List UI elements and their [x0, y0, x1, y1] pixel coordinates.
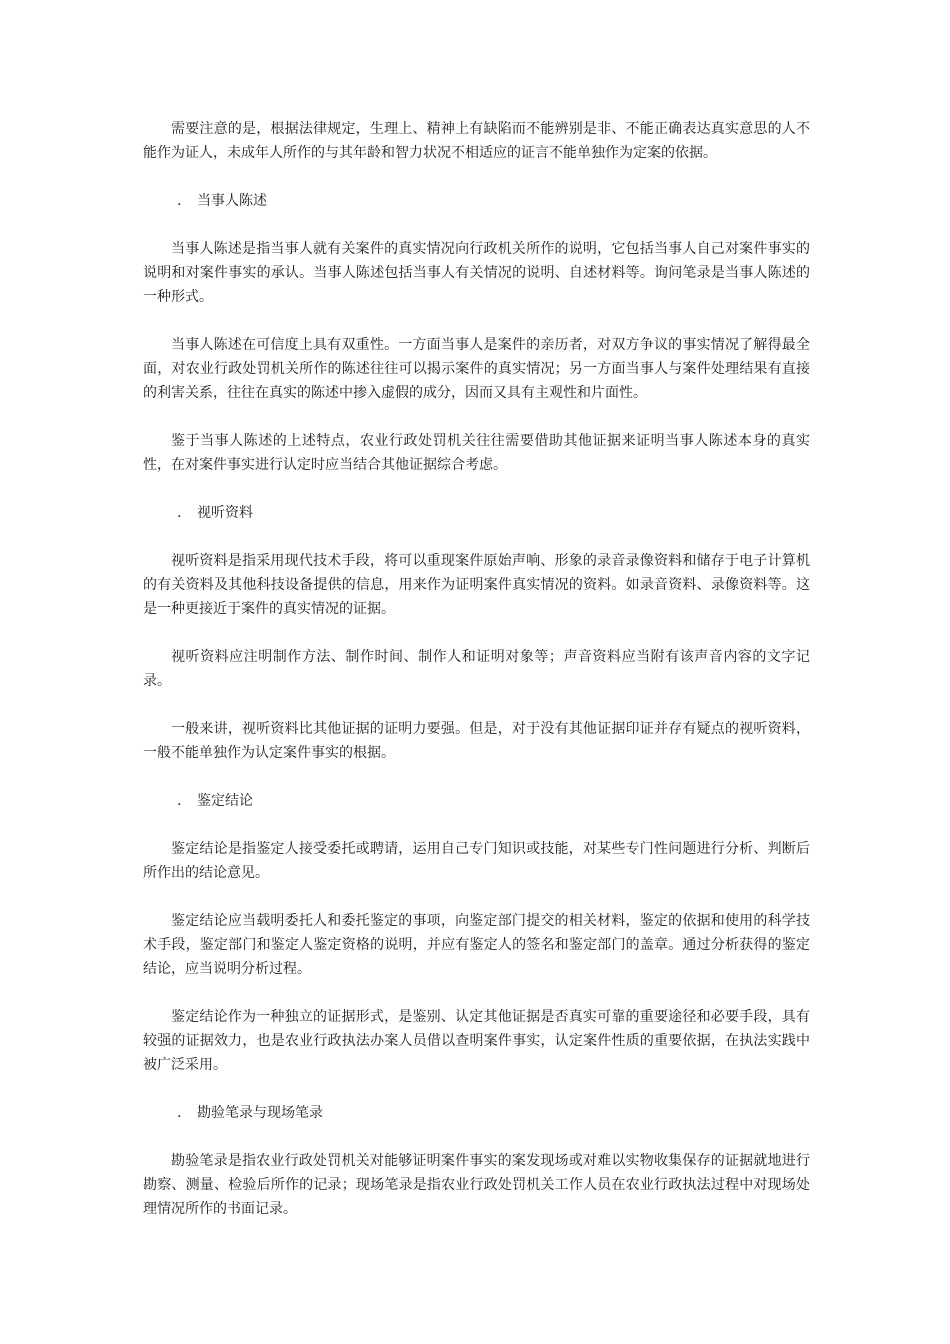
heading-text: 视听资料: [197, 505, 253, 521]
section-heading: [143, 1101, 810, 1125]
paragraph: 当事人陈述是指当事人就有关案件的真实情况向行政机关所作的说明，它包括当事人自己对案件事实的说明和对案件事实的承认。当事人陈述包括当事人有关情况的说明、自述材料等。询问笔录是当事人陈述的一种形式。: [143, 241, 810, 305]
section-heading: [143, 501, 810, 525]
paragraph: 鉴定结论是指鉴定人接受委托或聘请，运用自己专门知识或技能，对某些专门性问题进行分析、判断后所作出的结论意见。: [143, 841, 810, 881]
paragraph: 勘验笔录是指农业行政处罚机关对能够证明案件事实的案发现场或对难以实物收集保存的证据就地进行勘察、测量、检验后所作的记录；现场笔录是指农业行政处罚机关工作人员在农业行政执法过程中对现场处理情况所作的书面记录。: [143, 1153, 810, 1217]
heading-marker: .: [177, 505, 182, 521]
document-body: [143, 117, 810, 1245]
heading-text: 勘验笔录与现场笔录: [197, 1105, 323, 1121]
paragraph: 需要注意的是，根据法律规定，生理上、精神上有缺陷而不能辨别是非、不能正确表达真实意思的人不能作为证人，未成年人所作的与其年龄和智力状况不相适应的证言不能单独作为定案的依据。: [143, 121, 810, 161]
heading-text: 当事人陈述: [197, 193, 267, 209]
paragraph: 鉴于当事人陈述的上述特点，农业行政处罚机关往往需要借助其他证据来证明当事人陈述本身的真实性，在对案件事实进行认定时应当结合其他证据综合考虑。: [143, 433, 810, 473]
heading-marker: .: [177, 1105, 182, 1121]
heading-marker: .: [177, 793, 182, 809]
heading-marker: .: [177, 193, 182, 209]
paragraph: 鉴定结论应当载明委托人和委托鉴定的事项，向鉴定部门提交的相关材料，鉴定的依据和使用的科学技术手段，鉴定部门和鉴定人鉴定资格的说明，并应有鉴定人的签名和鉴定部门的盖章。通过分析获得的鉴定结论，应当说明分析过程。: [143, 913, 810, 977]
paragraph: 视听资料是指采用现代技术手段，将可以重现案件原始声响、形象的录音录像资料和储存于电子计算机的有关资料及其他科技设备提供的信息，用来作为证明案件真实情况的资料。如录音资料、录像资料等。这是一种更接近于案件的真实情况的证据。: [143, 553, 810, 617]
heading-text: 鉴定结论: [197, 793, 253, 809]
paragraph: 一般来讲，视听资料比其他证据的证明力要强。但是，对于没有其他证据印证并存有疑点的视听资料，一般不能单独作为认定案件事实的根据。: [143, 721, 810, 761]
paragraph: 当事人陈述在可信度上具有双重性。一方面当事人是案件的亲历者，对双方争议的事实情况了解得最全面，对农业行政处罚机关所作的陈述往往可以揭示案件的真实情况；另一方面当事人与案件处理结果有直接的利害关系，往往在真实的陈述中掺入虚假的成分，因而又具有主观性和片面性。: [143, 337, 810, 401]
paragraph: 视听资料应注明制作方法、制作时间、制作人和证明对象等；声音资料应当附有该声音内容的文字记录。: [143, 649, 810, 689]
paragraph: 鉴定结论作为一种独立的证据形式，是鉴别、认定其他证据是否真实可靠的重要途径和必要手段，具有较强的证据效力，也是农业行政执法办案人员借以查明案件事实，认定案件性质的重要依据，在执法实践中被广泛采用。: [143, 1009, 810, 1073]
section-heading: [143, 789, 810, 813]
section-heading: [143, 189, 810, 213]
